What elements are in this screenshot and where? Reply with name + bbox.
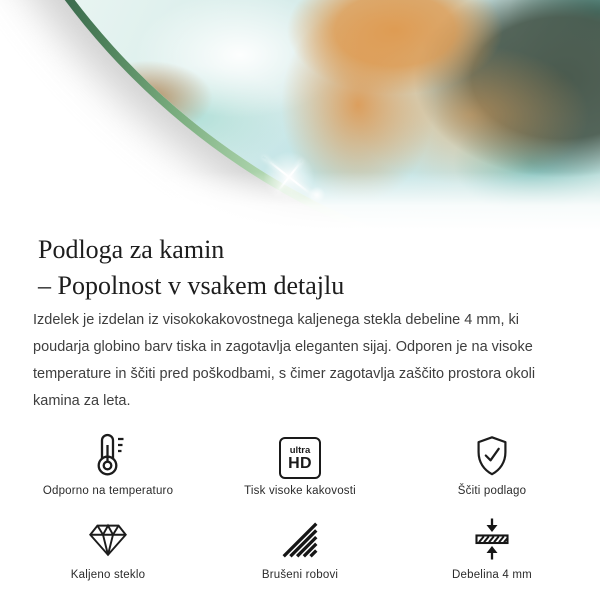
feature-label: Brušeni robovi <box>261 569 339 581</box>
feature-protects-surface <box>396 431 588 497</box>
features-grid <box>12 431 588 581</box>
feature-icon-box <box>279 431 321 479</box>
hero-bottom-fade <box>0 172 600 230</box>
title-line-2: – Popolnost v vsakem detajlu <box>38 271 345 300</box>
title-line-1: Podloga za kamin <box>38 235 225 264</box>
feature-label: Ščiti podlago <box>457 485 527 497</box>
thermometer-icon <box>84 431 132 479</box>
diamond-icon <box>84 517 132 563</box>
feature-beveled-edges <box>204 515 396 581</box>
feature-icon-box <box>469 431 515 479</box>
feature-print-quality <box>204 431 396 497</box>
feature-temperature-resistant <box>12 431 204 497</box>
product-hero-image <box>0 0 600 230</box>
feature-label: Odporno na temperaturo <box>42 485 174 497</box>
feature-label: Tisk visoke kakovosti <box>244 485 356 497</box>
beveled-edges-icon <box>277 517 323 563</box>
feature-label: Kaljeno steklo <box>70 569 146 581</box>
feature-label: Debelina 4 mm <box>452 569 532 581</box>
product-text-content <box>0 232 600 581</box>
feature-thickness <box>396 515 588 581</box>
feature-tempered-glass <box>12 515 204 581</box>
page-title <box>38 232 570 304</box>
feature-icon-box <box>277 515 323 563</box>
feature-icon-box <box>84 515 132 563</box>
feature-icon-box <box>84 431 132 479</box>
ultra-hd-icon-text-bottom: HD <box>288 454 312 472</box>
feature-icon-box <box>468 515 516 563</box>
ultra-hd-icon <box>279 437 321 479</box>
thickness-icon <box>468 515 516 563</box>
product-description: Izdelek je izdelan iz visokokakovostnega kaljenega stekla debeline 4 mm, ki poudarja globino barv tiska in zagotavlja eleganten sijaj. Odporen je na visoke temperature in ščiti pred poškodbami, s čimer zagotavlja zaščito prostora okoli kamina za leta. <box>33 312 536 409</box>
shield-check-icon <box>469 433 515 479</box>
ultra-hd-icon-text-top: ultra <box>289 444 311 456</box>
